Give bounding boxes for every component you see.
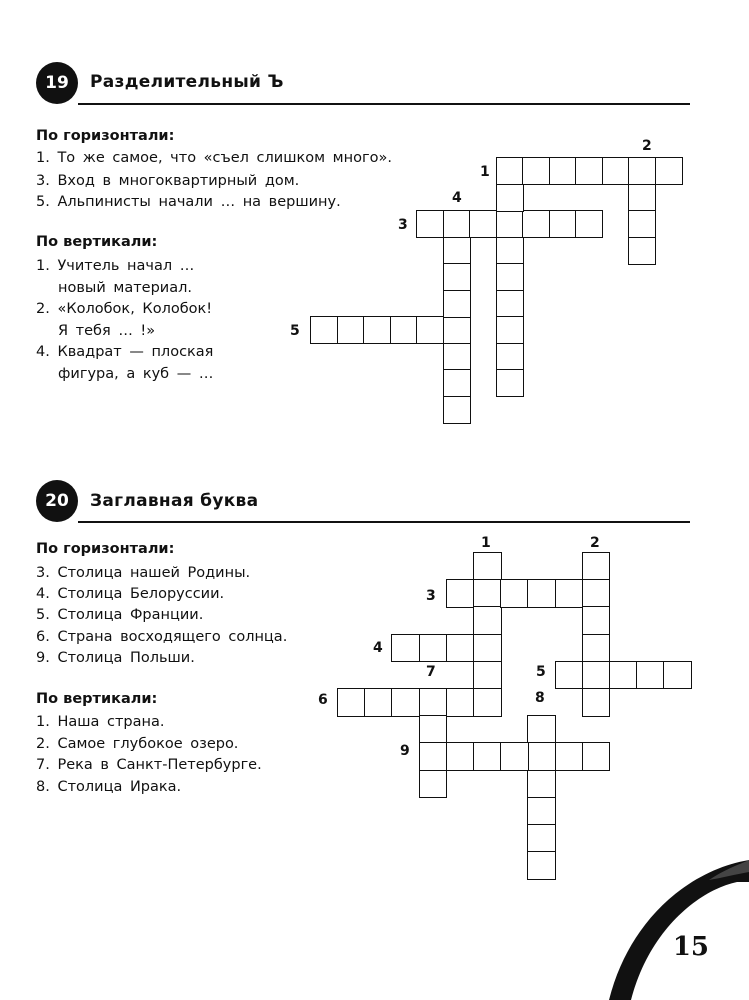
grid20-cell[interactable] [473,661,502,690]
section-20-down-heading: По вертикали: [36,691,158,707]
page-number: 15 [672,932,709,962]
grid20-cell[interactable] [582,552,611,581]
clue-19-down-2-cont: Я тебя … !» [58,323,156,339]
clue-20-across-4: 4. Столица Белоруссии. [36,586,225,602]
grid20-cell[interactable] [500,742,529,771]
grid20-cell[interactable] [582,688,611,717]
grid20-cell[interactable] [446,634,475,663]
clue-20-down-7: 7. Река в Санкт-Петербурге. [36,757,262,773]
clue-19-down-4-cont: фигура, а куб — … [58,366,214,382]
grid20-label-9: 9 [400,743,410,759]
clue-20-down-1: 1. Наша страна. [36,714,165,730]
grid20-cell[interactable] [337,688,366,717]
clue-19-down-4: 4. Квадрат — плоская [36,344,214,360]
grid20-cell[interactable] [527,851,556,880]
clue-19-down-1: 1. Учитель начал … [36,258,195,274]
grid20-cell[interactable] [419,715,448,744]
grid20-label-7: 7 [426,664,436,680]
grid20-cell[interactable] [555,661,584,690]
grid20-cell[interactable] [446,688,475,717]
clue-20-down-8: 8. Столица Ирака. [36,779,182,795]
grid20-cell[interactable] [636,661,665,690]
grid19-label-2: 2 [642,138,652,154]
grid19-label-1: 1 [480,164,490,180]
grid20-cell[interactable] [527,797,556,826]
grid20-cell[interactable] [500,579,529,608]
clue-20-down-2: 2. Самое глубокое озеро. [36,736,239,752]
grid19-label-5: 5 [290,323,300,339]
grid20-cell[interactable] [527,715,556,744]
grid20-cell[interactable] [391,634,420,663]
grid20-cell[interactable] [555,579,584,608]
grid20-cell[interactable] [527,824,556,853]
grid20-cell[interactable] [419,770,448,799]
grid20-cell[interactable] [364,688,393,717]
clue-20-across-3: 3. Столица нашей Родины. [36,565,251,581]
grid20-cell[interactable] [582,742,611,771]
grid20-cell[interactable] [473,606,502,635]
grid20-cell[interactable] [582,606,611,635]
grid20-label-6: 6 [318,692,328,708]
clue-20-across-9: 9. Столица Польши. [36,650,195,666]
grid20-cell[interactable] [419,688,448,717]
grid20-label-1: 1 [481,535,491,551]
grid20-cell[interactable] [419,742,448,771]
clue-19-down-2: 2. «Колобок, Колобок! [36,301,213,317]
grid20-label-5: 5 [536,664,546,680]
grid20-cell[interactable] [473,634,502,663]
clue-20-across-5: 5. Столица Франции. [36,607,204,623]
section-19-down-heading: По вертикали: [36,234,158,250]
grid20-cell[interactable] [473,742,502,771]
grid20-cell[interactable] [555,742,584,771]
grid20-cell[interactable] [473,579,502,608]
clue-19-across-5: 5. Альпинисты начали … на вершину. [36,194,341,210]
grid20-cell[interactable] [446,579,475,608]
grid20-label-4: 4 [373,640,383,656]
grid20-cell[interactable] [663,661,692,690]
grid20-cell[interactable] [527,579,556,608]
grid20-cell[interactable] [473,552,502,581]
grid20-cell[interactable] [582,661,611,690]
grid20-cell[interactable] [609,661,638,690]
clue-19-across-3: 3. Вход в многоквартирный дом. [36,173,300,189]
grid20-cell[interactable] [419,634,448,663]
clue-20-across-6: 6. Страна восходящего солнца. [36,629,288,645]
section-19-number: 19 [45,73,69,93]
grid20-label-3: 3 [426,588,436,604]
grid19-label-3: 3 [398,217,408,233]
grid20-cell[interactable] [582,579,611,608]
page-corner-decoration [609,860,749,1000]
grid20-label-2: 2 [590,535,600,551]
grid20-cell[interactable] [582,634,611,663]
section-19-across-heading: По горизонтали: [36,128,175,144]
section-20-title: Заглавная буква [90,491,259,511]
grid20-cell[interactable] [527,742,556,771]
section-20-across-heading: По горизонтали: [36,541,175,557]
grid20-cell[interactable] [446,742,475,771]
section-19-title: Разделительный Ъ [90,72,284,92]
section-20-number: 20 [45,491,69,511]
clue-19-down-1-cont: новый материал. [58,280,192,296]
grid20-cell[interactable] [391,688,420,717]
grid20-cell[interactable] [527,770,556,799]
grid20-label-8: 8 [535,690,545,706]
clue-19-across-1: 1. То же самое, что «съел слишком много». [36,150,392,166]
grid19-label-4: 4 [452,190,462,206]
grid20-cell[interactable] [473,688,502,717]
